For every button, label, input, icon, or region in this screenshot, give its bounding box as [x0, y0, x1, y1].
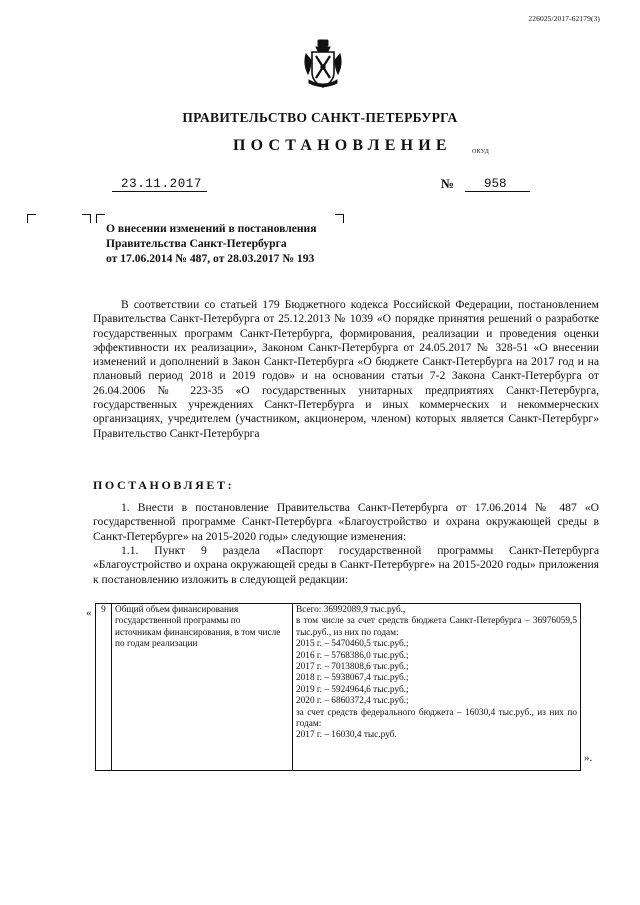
preamble-paragraph: В соответствии со статьей 179 Бюджетного кодекса Российской Федерации, постановлением Правительства Санкт-Петербурга от 25.12.2013 № 1039 «О порядке принятия решений о разработке государственных программ Санкт-Петербурга, формирования, реализации и проведения оценки эффективности их реализации», Законом Санкт-Петербурга от 24.05.2017 № 328-51 «О внесении изменений и дополнений в Закон Санкт-Петербурга «О бюджете Санкт-Петербурга на 2017 год и на плановый период 2018 и 2019 годов» и на основании статьи 7-2 Закона Санкт-Петербурга от 26.04.2006 № 223-35 «О государственных унитарных предприятиях Санкт-Петербурга, государственных учреждениях Санкт-Петербурга и иных коммерческих и некоммерческих организациях, учредителем (участником, акционером, членом) которых является Санкт-Петербург» Правительство Санкт-Петербурга: [93, 298, 599, 440]
corner-bracket-right: [335, 214, 344, 223]
corner-bracket-left-inner-a: [82, 214, 91, 223]
row-number-cell: 9: [96, 604, 112, 771]
cell-spacer: [296, 742, 577, 769]
financing-line: 2017 г. – 7013808,6 тыс.руб.;: [296, 662, 409, 673]
subject-line-2: Правительства Санкт-Петербурга: [106, 236, 287, 250]
financing-table: [95, 603, 581, 771]
financing-values-cell: [293, 604, 581, 771]
okud-label: ОКУД: [472, 149, 490, 155]
item-1-paragraph: 1. Внести в постановление Правительства Санкт-Петербурга от 17.06.2014 № 487 «О государственной программе Санкт-Петербурга «Благоустройство и охрана окружающей среды в Санкт-Петербурге» на 2015-2020 годы» следующие изменения:: [93, 501, 599, 543]
document-type-title: ПОСТАНОВЛЕНИЕ: [233, 137, 452, 154]
financing-line: за счет средств федерального бюджета – 16030,4 тыс.руб., из них по годам:: [296, 707, 577, 730]
corner-bracket-left-outer: [27, 214, 36, 223]
coat-of-arms-emblem: [303, 38, 343, 90]
financing-line: 2016 г. – 5768386,0 тыс.руб.;: [296, 650, 409, 661]
financing-line: 2017 г. – 16030,4 тыс.руб.: [296, 730, 397, 741]
table-open-quote: «: [86, 607, 92, 619]
subject-line-3: от 17.06.2014 № 487, от 28.03.2017 № 193: [106, 251, 315, 265]
document-subject: [106, 222, 317, 266]
financing-line: 2018 г. – 5938067,4 тыс.руб.;: [296, 673, 409, 684]
document-number: 958: [484, 177, 507, 191]
description-cell: Общий объем финансирования государственной программы по источникам финансирования, в том числе по годам реализации: [112, 604, 293, 771]
financing-line: 2019 г. – 5924964,6 тыс.руб.;: [296, 684, 409, 695]
financing-line: в том числе за счет средств бюджета Санкт-Петербурга – 36976059,5 тыс.руб., из них по годам:: [296, 616, 577, 638]
government-name: ПРАВИТЕЛЬСТВО САНКТ-ПЕТЕРБУРГА: [182, 110, 458, 125]
table-row: [96, 604, 581, 771]
number-underline: [465, 191, 530, 192]
number-sign: №: [441, 176, 455, 191]
document-date: 23.11.2017: [121, 177, 203, 191]
financing-line: Всего: 36992089,9 тыс.руб.,: [296, 605, 406, 615]
table-close-quote: ».: [584, 752, 593, 764]
financing-line: 2020 г. – 6860372,4 тыс.руб.;: [296, 696, 409, 707]
subject-line-1: О внесении изменений в постановления: [106, 222, 317, 235]
resolves-heading: ПОСТАНОВЛЯЕТ:: [93, 478, 235, 492]
financing-line: 2015 г. – 5470460,5 тыс.руб.;: [296, 639, 409, 650]
document-registration-number: 226025/2017-62179(3): [528, 14, 600, 23]
item-1-1-paragraph: 1.1. Пункт 9 раздела «Паспорт государственной программы Санкт-Петербурга «Благоустройство и охрана окружающей среды в Санкт-Петербурге» на 2015-2020 годы» приложения к постановлению изложить в следующей редакции:: [93, 544, 599, 586]
corner-bracket-left-inner-b: [96, 214, 105, 223]
date-underline: [112, 191, 207, 192]
